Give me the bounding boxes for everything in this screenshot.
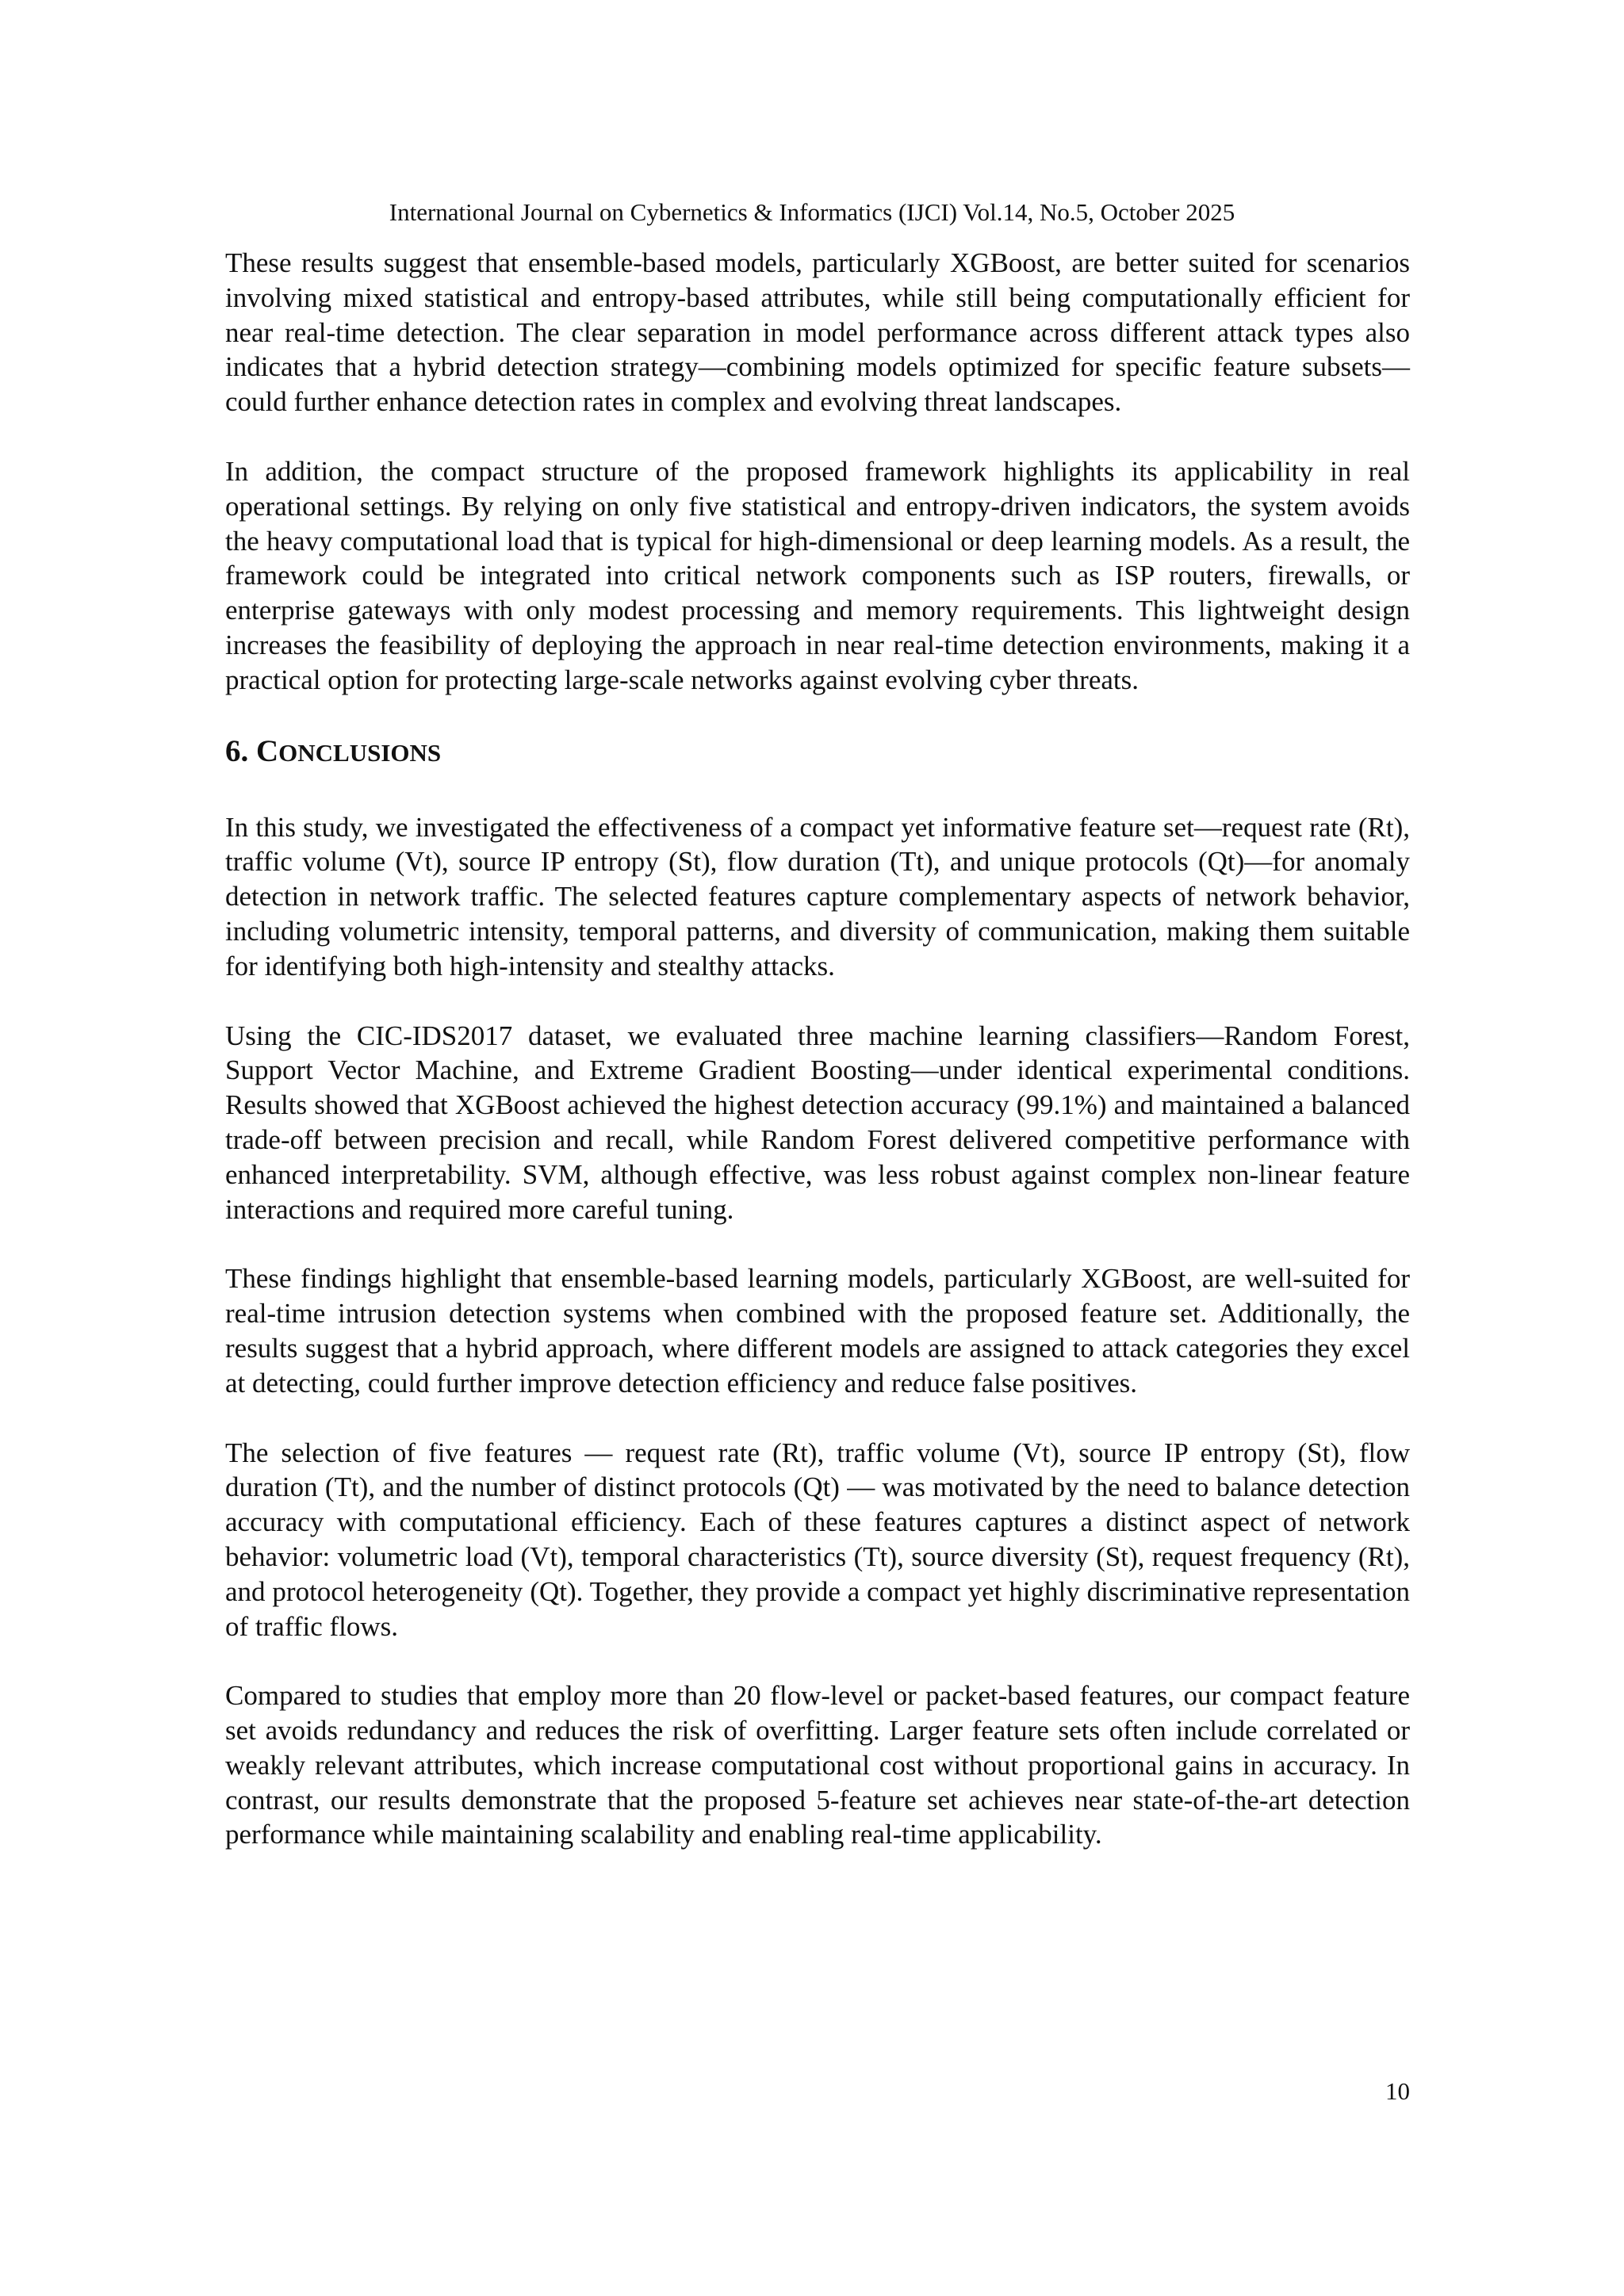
section-title-initial: C [256,733,279,768]
page-body [225,246,1410,1887]
paragraph-study-overview: In this study, we investigated the effectiveness of a compact yet informative feature set—request rate (Rt), traffic volume (Vt), source IP entropy (St), flow duration (Tt), and unique protocols (Qt)—for anomaly detection in network traffic. The selected features capture complementary aspects of network behavior, including volumetric intensity, temporal patterns, and diversity of communication, making them suitable for identifying both high-intensity and stealthy attacks. [225,811,1410,982]
paragraph-dataset-results: Using the CIC-IDS2017 dataset, we evaluated three machine learning classifiers—Random Forest, Support Vector Machine, and Extreme Gradient Boosting—under identical experimental conditions. Results showed that XGBoost achieved the highest detection accuracy (99.1%) and maintained a balanced trade-off between precision and recall, while Random Forest delivered competitive performance with enhanced interpretability. SVM, although effective, was less robust against complex non-linear feature interactions and required more careful tuning. [225,1020,1410,1225]
page-number: 10 [1385,2077,1410,2105]
paragraph-compact-structure: In addition, the compact structure of the proposed framework highlights its applicability in real operational settings. By relying on only five statistical and entropy-driven indicators, the system avoids the heavy computational load that is typical for high-dimensional or deep learning models. As a result, the framework could be integrated into critical network components such as ISP routers, firewalls, or enterprise gateways with only modest processing and memory requirements. This lightweight design increases the feasibility of deploying the approach in near real-time detection environments, making it a practical option for protecting large-scale networks against evolving cyber threats. [225,455,1410,695]
section-heading-conclusions [225,733,1410,772]
paragraph-findings: These findings highlight that ensemble-based learning models, particularly XGBoost, are well-suited for real-time intrusion detection systems when combined with the proposed feature set. Additionally, the results suggest that a hybrid approach, where different models are assigned to attack categories they excel at detecting, could further improve detection efficiency and reduce false positives. [225,1263,1410,1399]
running-head: International Journal on Cybernetics & Informatics (IJCI) Vol.14, No.5, October 2025 [389,198,1235,226]
paragraph-feature-selection: The selection of five features — request rate (Rt), traffic volume (Vt), source IP entropy (St), flow duration (Tt), and the number of distinct protocols (Qt) — was motivated by the need to balance detection accuracy with computational efficiency. Each of these features captures a distinct aspect of network behavior: volumetric load (Vt), temporal characteristics (Tt), source diversity (St), request frequency (Rt), and protocol heterogeneity (Qt). Together, they provide a compact yet highly discriminative representation of traffic flows. [225,1437,1410,1642]
section-number: 6. [225,733,256,768]
paragraph-results-ensemble: These results suggest that ensemble-based models, particularly XGBoost, are better suited for scenarios involving mixed statistical and entropy-based attributes, while still being computationally efficient for near real-time detection. The clear separation in model performance across different attack types also indicates that a hybrid detection strategy—combining models optimized for specific feature subsets—could further enhance detection rates in complex and evolving threat landscapes. [225,247,1410,418]
section-title-rest: ONCLUSIONS [278,738,442,767]
paragraph-comparison: Compared to studies that employ more than 20 flow-level or packet-based features, our compact feature set avoids redundancy and reduces the risk of overfitting. Larger feature sets often include correlated or weakly relevant attributes, which increase computational cost without proportional gains in accuracy. In contrast, our results demonstrate that the proposed 5-feature set achieves near state-of-the-art detection performance while maintaining scalability and enabling real-time applicability. [225,1680,1410,1850]
